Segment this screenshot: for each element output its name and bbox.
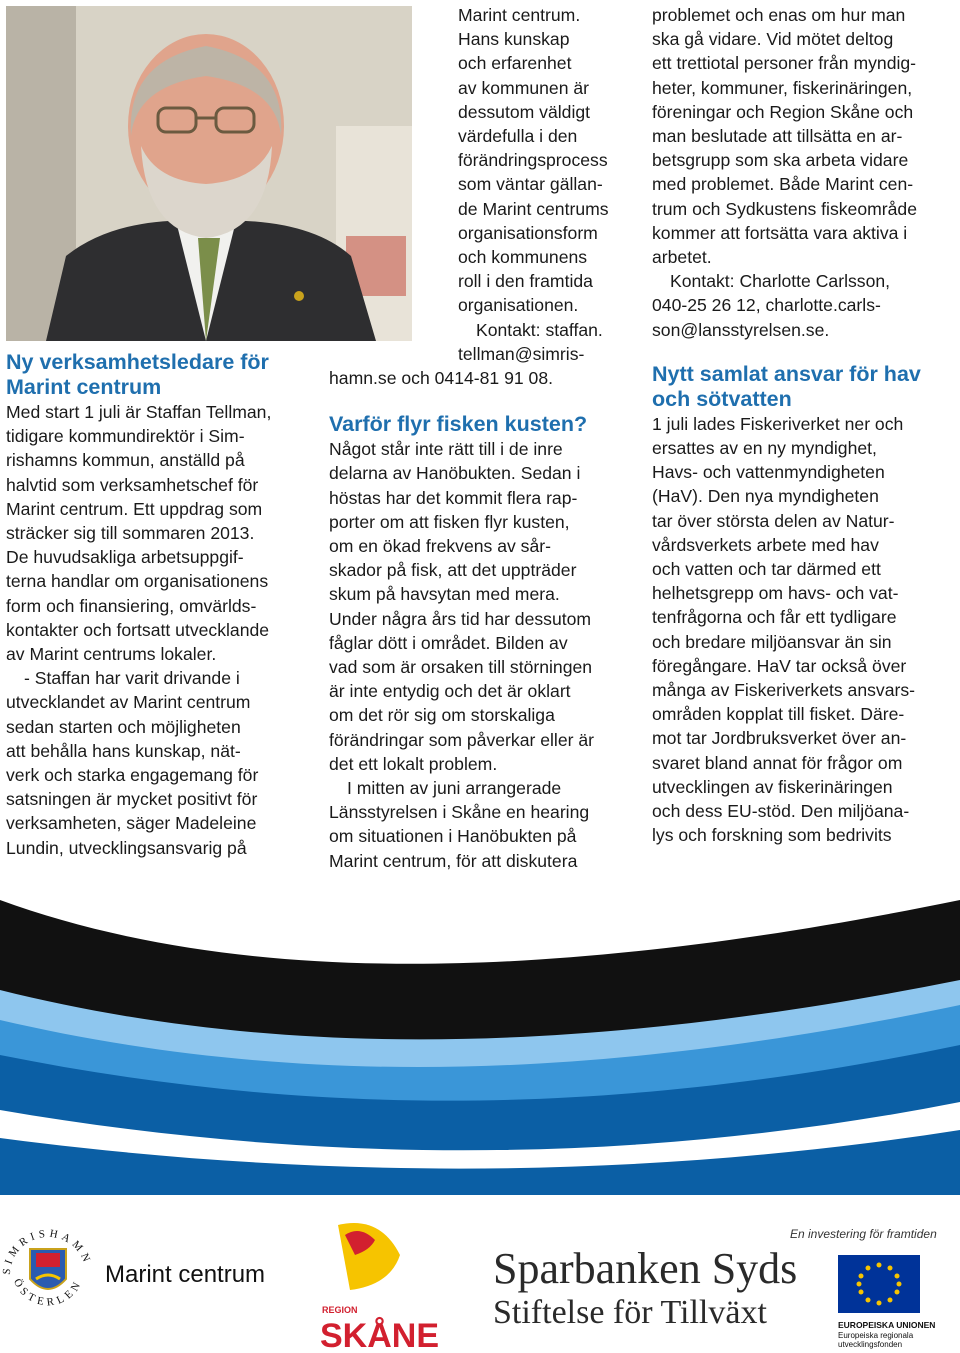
text-line: form och finansiering, omvärlds- [6, 595, 257, 616]
text-line: kontakter och fortsatt utvecklande [6, 619, 270, 640]
text-line: och erfarenhet [458, 53, 572, 74]
eu-text-1: EUROPEISKA UNIONEN [838, 1320, 936, 1330]
text-line: och vatten och tar därmed ett [652, 559, 881, 580]
text-line: områden kopplat till fisket. Däre- [652, 704, 905, 725]
skane-text: SKÅNE [320, 1317, 440, 1353]
text-line: dessutom väldigt [458, 101, 591, 122]
text-line: hamn.se och 0414-81 91 08. [329, 368, 553, 388]
text-line: man beslutade att tillsätta en ar- [652, 126, 903, 147]
text-line: om en ökad frekvens av sår- [329, 536, 551, 557]
sponsor-logos [0, 1195, 960, 1353]
text-line: tenfrågorna och får ett tydligare [652, 607, 897, 628]
text-line: helhetsgrepp om havs- och vat- [652, 583, 899, 604]
portrait-photo [6, 6, 412, 341]
column-1 [6, 350, 311, 860]
region-skane-logo [320, 1223, 439, 1353]
eu-tagline: En investering för framtiden [790, 1227, 937, 1241]
text-line: som väntar gällan- [458, 174, 603, 195]
text-line: av kommunen är [458, 77, 590, 98]
heading-fish: Varför flyr fisken kusten? [329, 412, 588, 437]
text-line: 040-25 26 12, charlotte.carls- [652, 295, 881, 316]
text-line: med problemet. Både Marint cen- [652, 174, 914, 195]
heading-line: Marint centrum [6, 375, 162, 399]
text-line: många av Fiskeriverkets ansvars- [652, 680, 916, 701]
heading-line: Nytt samlat ansvar för hav [652, 361, 921, 386]
text-line: förändringar som påverkar eller är [329, 729, 594, 750]
text-line: (HaV). Den nya myndigheten [652, 486, 879, 507]
eu-text-3: utvecklingsfonden [838, 1340, 903, 1349]
portrait-illustration [6, 6, 412, 341]
sparbanken-line2: Stiftelse för Tillväxt [493, 1294, 767, 1331]
region-text: REGION [322, 1305, 358, 1315]
text-line: Lundin, utvecklingsansvarig på [6, 837, 247, 858]
text-line: vårdsverkets arbete med hav [652, 534, 879, 555]
seal-text-top: SIMRISHAMN [0, 1227, 94, 1276]
heading-new-authority [652, 362, 957, 412]
text-line: skum på havsytan med mera. [329, 584, 560, 605]
text-line: arbetet. [652, 247, 712, 268]
text-line: De huvudsakliga arbetsuppgif- [6, 547, 244, 568]
text-line: ett trettiotal personer från myndig- [652, 53, 917, 74]
text-line: sedan starten och möjligheten [6, 716, 241, 737]
text-line: det ett lokalt problem. [329, 753, 498, 774]
text-line: vad som är orsaken till störningen [329, 657, 593, 678]
text-line: delarna av Hanöbukten. Sedan i [329, 463, 581, 484]
text-line: - Staffan har varit drivande i [24, 668, 240, 689]
text-line: halvtid som verksamhetschef för [6, 474, 259, 495]
heading-new-manager [6, 350, 311, 400]
column-2-bottom [329, 366, 639, 873]
text-line: de Marint centrums [458, 198, 609, 219]
text-line: Havs- och vattenmyndigheten [652, 462, 885, 483]
text-line: mot tar Jordbruksverket över an- [652, 728, 907, 749]
wave-decoration [0, 880, 960, 1195]
text-line: Kontakt: staffan. [476, 319, 603, 340]
text-line: organisationen. [458, 295, 579, 316]
text-line: Något står inte rätt till i de inre [329, 439, 563, 460]
text-line: I mitten av juni arrangerade [347, 778, 562, 799]
text-line: utvecklandet av Marint centrum [6, 692, 251, 713]
text-line: Med start 1 juli är Staffan Tellman, [6, 402, 272, 422]
text-line: utvecklingen av fiskerinäringen [652, 776, 893, 797]
text-line: ersattes av en ny myndighet, [652, 438, 877, 459]
text-line: skador på fisk, att det uppträder [329, 560, 577, 581]
text-line: tellman@simris- [458, 343, 585, 364]
text-line: att behålla hans kunskap, nät- [6, 740, 241, 761]
text-line: trum och Sydkustens fiskeområde [652, 198, 917, 219]
text-line: föregångare. HaV tar också över [652, 655, 907, 676]
text-line: problemet och enas om hur man [652, 5, 906, 25]
text-line: av Marint centrums lokaler. [6, 644, 217, 665]
text-line: förändringsprocess [458, 150, 608, 171]
text-line: rishamns kommun, anställd på [6, 450, 245, 471]
text-line: roll i den framtida [458, 271, 593, 292]
text-line: lys och forskning som bedrivits [652, 825, 892, 846]
text-line: och kommunens [458, 247, 588, 268]
text-line: höstas har det kommit flera rap- [329, 487, 578, 508]
text-line: Marint centrum, för att diskutera [329, 850, 578, 871]
text-line: verk och starka engagemang för [6, 765, 259, 786]
column-3 [652, 3, 957, 848]
marint-centrum-logo: Marint centrum [105, 1261, 266, 1288]
seal-text-bottom: ÖSTERLEN [10, 1276, 85, 1309]
text-line: Kontakt: Charlotte Carlsson, [670, 271, 891, 292]
simrishamn-seal [1, 1227, 94, 1319]
text-line: fåglar dött i området. Bilden av [329, 632, 568, 653]
text-line: Länsstyrelsen i Skåne en hearing [329, 802, 590, 823]
eu-logo [790, 1227, 937, 1349]
text-line: och dess EU-stöd. Den miljöana- [652, 801, 910, 822]
text-line: son@lansstyrelsen.se. [652, 319, 830, 340]
text-line: värdefulla i den [458, 126, 578, 147]
text-line: tar över största delen av Natur- [652, 510, 895, 531]
text-line: sträcker sig till sommaren 2013. [6, 523, 255, 544]
heading-line: Ny verksamhetsledare för [6, 350, 269, 374]
text-line: organisationsform [458, 222, 598, 243]
text-line: heter, kommuner, fiskerinäringen, [652, 77, 913, 98]
text-line: porter om att fisken flyr kusten, [329, 511, 570, 532]
text-line: satsningen är mycket positivt för [6, 789, 258, 810]
text-line: verksamheten, säger Madeleine [6, 813, 257, 834]
text-line: terna handlar om organisationens [6, 571, 269, 592]
text-line: föreningar och Region Skåne och [652, 101, 914, 122]
text-line: 1 juli lades Fiskeriverket ner och [652, 413, 904, 434]
text-line: Marint centrum. Ett uppdrag som [6, 498, 263, 519]
eu-text-2: Europeiska regionala [838, 1331, 914, 1340]
text-line: kommer att fortsätta vara aktiva i [652, 222, 908, 243]
text-line: och bredare miljöansvar än sin [652, 631, 892, 652]
sparbanken-line1: Sparbanken Syds [493, 1244, 798, 1293]
text-line: om situationen i Hanöbukten på [329, 826, 577, 847]
text-line: Under några års tid har dessutom [329, 608, 592, 629]
text-line: Hans kunskap [458, 29, 570, 50]
column-2-top [458, 3, 638, 366]
text-line: betsgrupp som ska arbeta vidare [652, 150, 909, 171]
text-line: svaret bland annat för frågor om [652, 752, 903, 773]
text-line: ska gå vidare. Vid mötet deltog [652, 29, 894, 50]
text-line: om det rör sig om storskaliga [329, 705, 555, 726]
text-line: är inte entydig och det är oklart [329, 681, 571, 702]
text-line: tidigare kommundirektör i Sim- [6, 426, 245, 447]
text-line: Marint centrum. [458, 5, 581, 25]
heading-line: och sötvatten [652, 386, 792, 411]
